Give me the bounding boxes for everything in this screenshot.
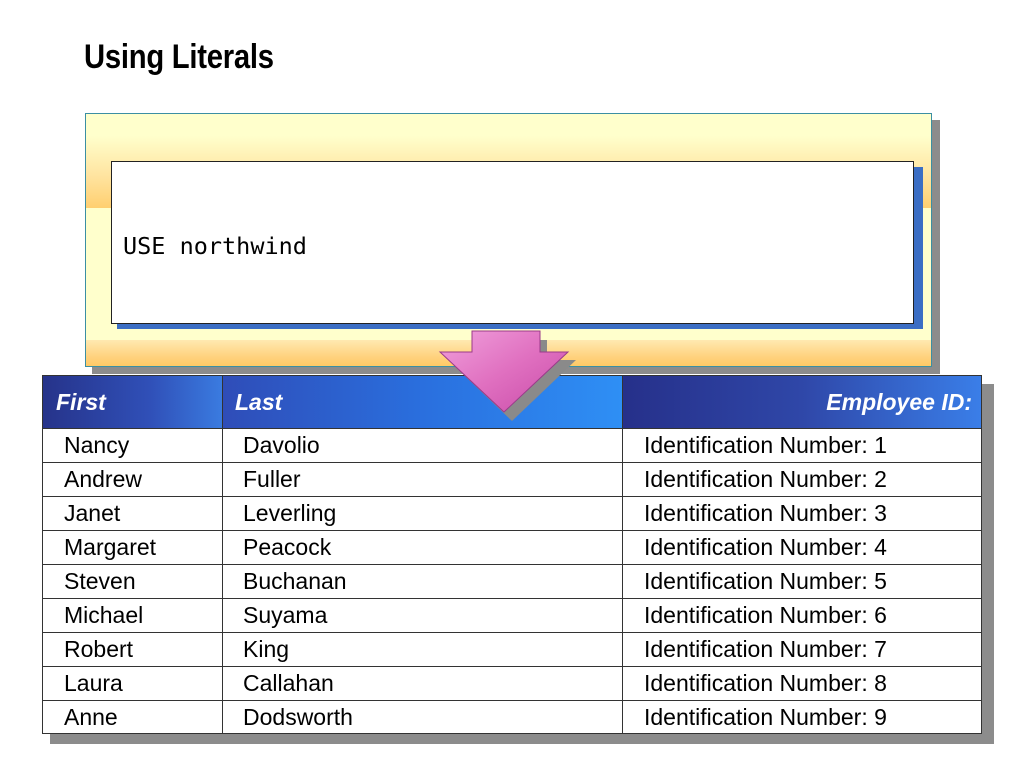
table-body (43, 428, 981, 734)
header-employee-id: Employee ID: (623, 376, 981, 428)
result-table (42, 375, 982, 734)
table-header (43, 376, 981, 428)
cell-employee-id: Identification Number: 1 (644, 432, 887, 458)
cell-employee-id: Identification Number: 8 (644, 670, 887, 696)
panel-band-bottom (86, 340, 931, 367)
table-row (43, 632, 981, 666)
cell-last: Suyama (223, 599, 623, 632)
cell-first: Margaret (43, 531, 223, 564)
cell-employee-id: Identification Number: 5 (644, 568, 887, 594)
cell-employee-id: Identification Number: 9 (644, 704, 887, 730)
cell-first: Andrew (43, 463, 223, 496)
table-row (43, 598, 981, 632)
table-row (43, 700, 981, 734)
cell-employee-id: Identification Number: 3 (644, 500, 887, 526)
cell-employee-id: Identification Number: 2 (644, 466, 887, 492)
cell-last: King (223, 633, 623, 666)
table-row (43, 530, 981, 564)
table-row (43, 428, 981, 462)
cell-first: Janet (43, 497, 223, 530)
cell-last: Davolio (223, 429, 623, 462)
cell-employee-id: Identification Number: 4 (644, 534, 887, 560)
cell-last: Peacock (223, 531, 623, 564)
cell-last: Dodsworth (223, 701, 623, 734)
table-row (43, 496, 981, 530)
cell-first: Nancy (43, 429, 223, 462)
cell-first: Steven (43, 565, 223, 598)
header-first: First (43, 376, 223, 428)
cell-last: Callahan (223, 667, 623, 700)
cell-last: Leverling (223, 497, 623, 530)
table-row (43, 564, 981, 598)
sql-code-box (111, 161, 914, 324)
cell-first: Anne (43, 701, 223, 734)
header-last: Last (223, 376, 623, 428)
cell-first: Michael (43, 599, 223, 632)
code-line: USE northwind (123, 232, 307, 260)
cell-last: Buchanan (223, 565, 623, 598)
slide-title: Using Literals (84, 38, 274, 76)
table-row (43, 462, 981, 496)
cell-employee-id: Identification Number: 6 (644, 602, 887, 628)
cell-first: Laura (43, 667, 223, 700)
table-row (43, 666, 981, 700)
cell-first: Robert (43, 633, 223, 666)
cell-employee-id: Identification Number: 7 (644, 636, 887, 662)
cell-last: Fuller (223, 463, 623, 496)
